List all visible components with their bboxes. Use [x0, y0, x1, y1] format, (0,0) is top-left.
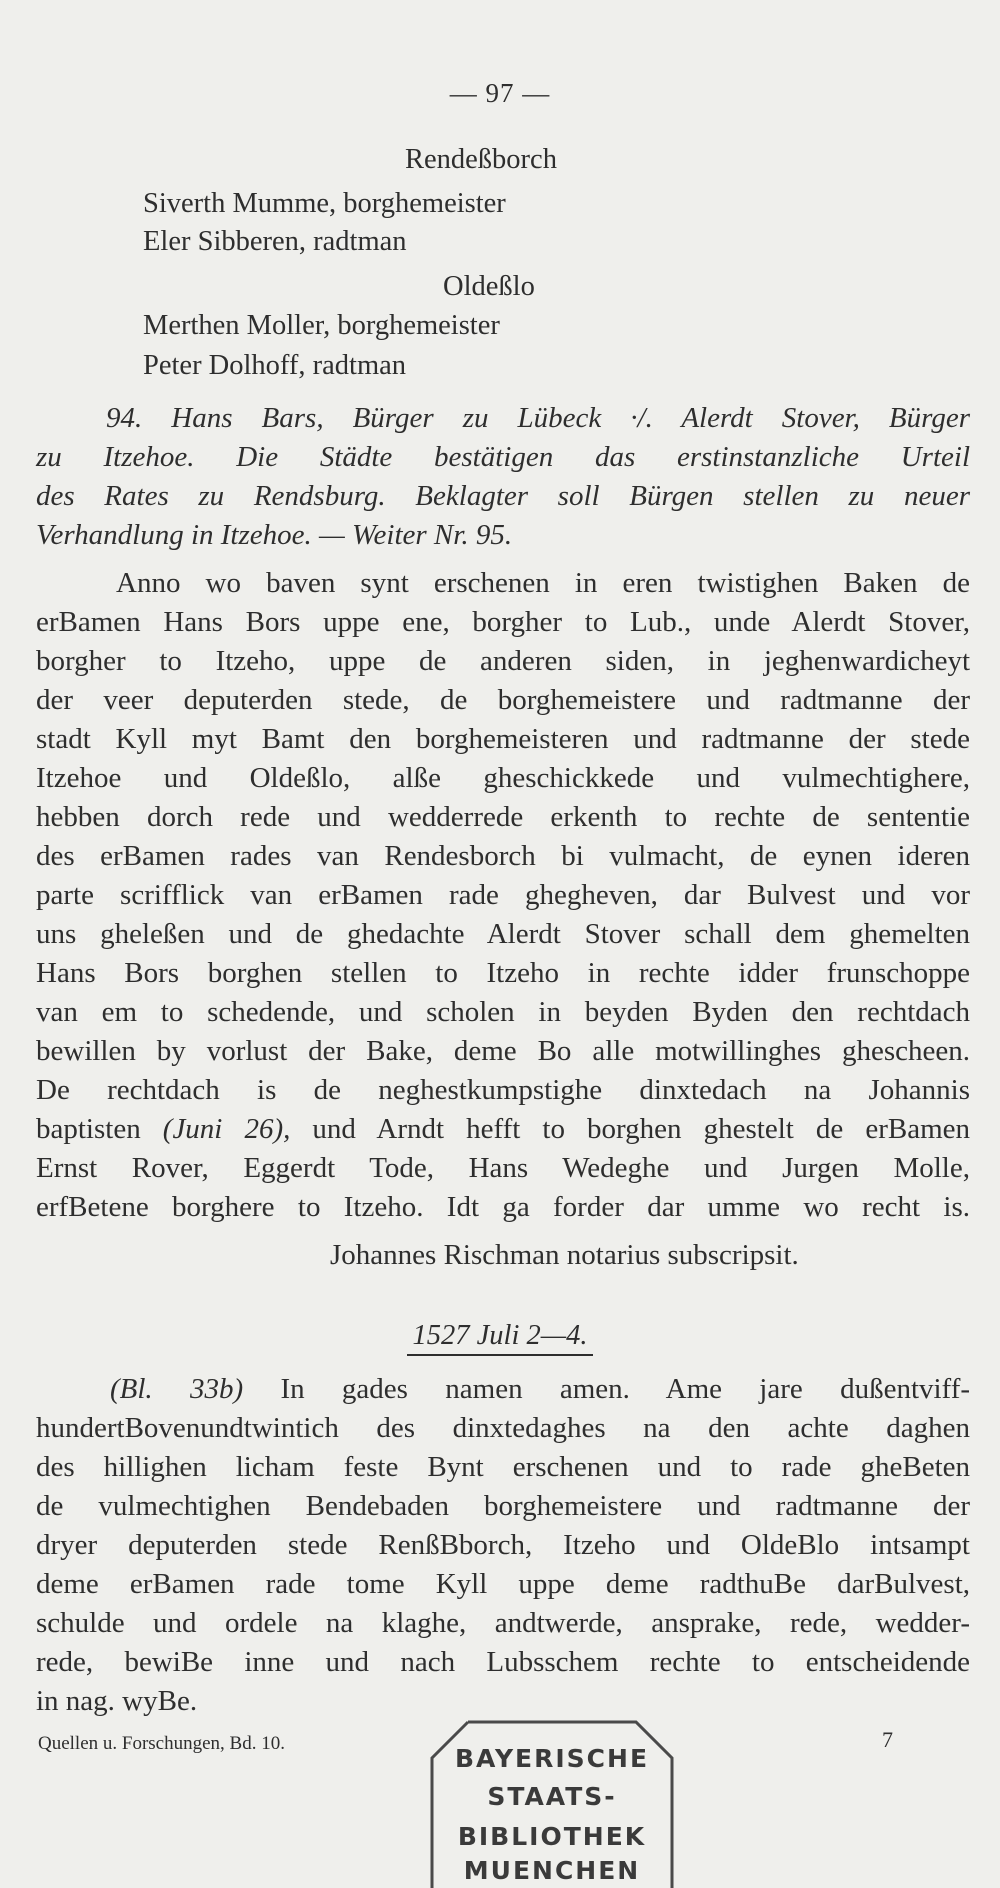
stamp-line: MUENCHEN [463, 1856, 641, 1885]
body-line: erBamen Hans Bors uppe ene, borgher to Lub., unde Alerdt Stover, [36, 606, 970, 638]
date-heading [0, 1320, 1000, 1356]
body-line: Anno wo baven synt erschenen in eren twistighen Baken de [116, 567, 970, 599]
body-text: In gades namen amen. Ame jare dußentviff- [280, 1373, 971, 1405]
body-line: rede, bewiBe inne und nach Lubsschem rechte to entscheidende [36, 1646, 970, 1678]
footer-source: Quellen u. Forschungen, Bd. 10. [38, 1733, 285, 1754]
footer-signature-mark: 7 [882, 1727, 893, 1752]
body-line: des hillighen licham feste Bynt erschenen und to rade gheBeten [36, 1451, 970, 1483]
summary-line: des Rates zu Rendsburg. Beklagter soll Bürgen stellen zu neuer [36, 480, 970, 512]
stamp-line: BIBLIOTHEK [457, 1822, 647, 1851]
page-number: — 97 — [449, 78, 551, 108]
body-text: und Arndt hefft to borghen ghestelt de erBamen [290, 1113, 971, 1145]
body-line: dryer deputerden stede RenßBborch, Itzeho und OldeBlo intsampt [36, 1529, 970, 1561]
body-line-first [110, 1375, 970, 1404]
body-line: stadt Kyll myt Bamt den borghemeisteren und radtmanne der stede [36, 723, 970, 755]
body-line: hundertBovenundtwintich des dinxtedaghes na den achte daghen [36, 1412, 970, 1444]
body-line: van em to schedende, und scholen in beyden Byden den rechtdach [36, 996, 970, 1028]
body-line: Ernst Rover, Eggerdt Tode, Hans Wedeghe und Jurgen Molle, [36, 1152, 970, 1184]
library-stamp [428, 1718, 676, 1888]
body-line: der veer deputerden stede, de borghemeistere und radtmanne der [36, 684, 970, 716]
body-line: Hans Bors borghen stellen to Itzeho in rechte idder frunschoppe [36, 957, 970, 989]
body-line: de vulmechtighen Bendebaden borghemeistere und radtmanne der [36, 1490, 970, 1522]
signatory-line: Eler Sibberen, radtman [143, 226, 407, 257]
notary-subscription: Johannes Rischman notarius subscripsit. [330, 1239, 799, 1271]
body-line: uns gheleßen und de ghedachte Alerdt Stover schall dem ghemelten [36, 918, 970, 950]
body-line: deme erBamen rade tome Kyll uppe deme radthuBe darBulvest, [36, 1568, 970, 1600]
body-line: in nag. wyBe. [36, 1685, 198, 1717]
body-line: parte scrifflick van erBamen rade ghegheven, dar Bulvest und vor [36, 879, 970, 911]
summary-line: zu Itzehoe. Die Städte bestätigen das erstinstanzliche Urteil [36, 441, 970, 473]
body-line-with-date [36, 1115, 970, 1144]
folio-reference: (Bl. 33b) [110, 1373, 244, 1405]
body-line: De rechtdach is de neghestkumpstighe dinxtedach na Johannis [36, 1074, 970, 1106]
body-line: hebben dorch rede und wedderrede erkenth to rechte de sententie [36, 801, 970, 833]
body-text: baptisten [36, 1113, 163, 1145]
body-line: des erBamen rades van Rendesborch bi vulmacht, de eynen ideren [36, 840, 970, 872]
summary-line: 94. Hans Bars, Bürger zu Lübeck ·/. Alerdt Stover, Bürger [106, 402, 970, 434]
body-line: borgher to Itzeho, uppe de anderen siden, in jeghenwardicheyt [36, 645, 970, 677]
body-line: Itzehoe und Oldeßlo, alße gheschickkede und vulmechtighere, [36, 762, 970, 794]
body-line: bewillen by vorlust der Bake, deme Bo alle motwillinghes ghescheen. [36, 1035, 970, 1067]
body-line: erfBetene borghere to Itzeho. Idt ga forder dar umme wo recht is. [36, 1191, 970, 1223]
town-heading-oldesloe: Oldeßlo [443, 271, 535, 302]
signatory-line: Merthen Moller, borghemeister [143, 310, 500, 341]
signatory-line: Siverth Mumme, borghemeister [143, 188, 506, 219]
stamp-line: BAYERISCHE [454, 1744, 650, 1773]
signatory-line: Peter Dolhoff, radtman [143, 350, 407, 381]
summary-line: Verhandlung in Itzehoe. — Weiter Nr. 95. [36, 519, 513, 551]
town-heading-rendsburg: Rendeßborch [405, 144, 557, 175]
body-line: schulde und ordele na klaghe, andtwerde, ansprake, rede, wedder- [36, 1607, 970, 1639]
editorial-date-note: (Juni 26), [162, 1113, 291, 1145]
stamp-line: STAATS- [487, 1782, 617, 1811]
date-heading-text: 1527 Juli 2—4. [407, 1320, 594, 1356]
